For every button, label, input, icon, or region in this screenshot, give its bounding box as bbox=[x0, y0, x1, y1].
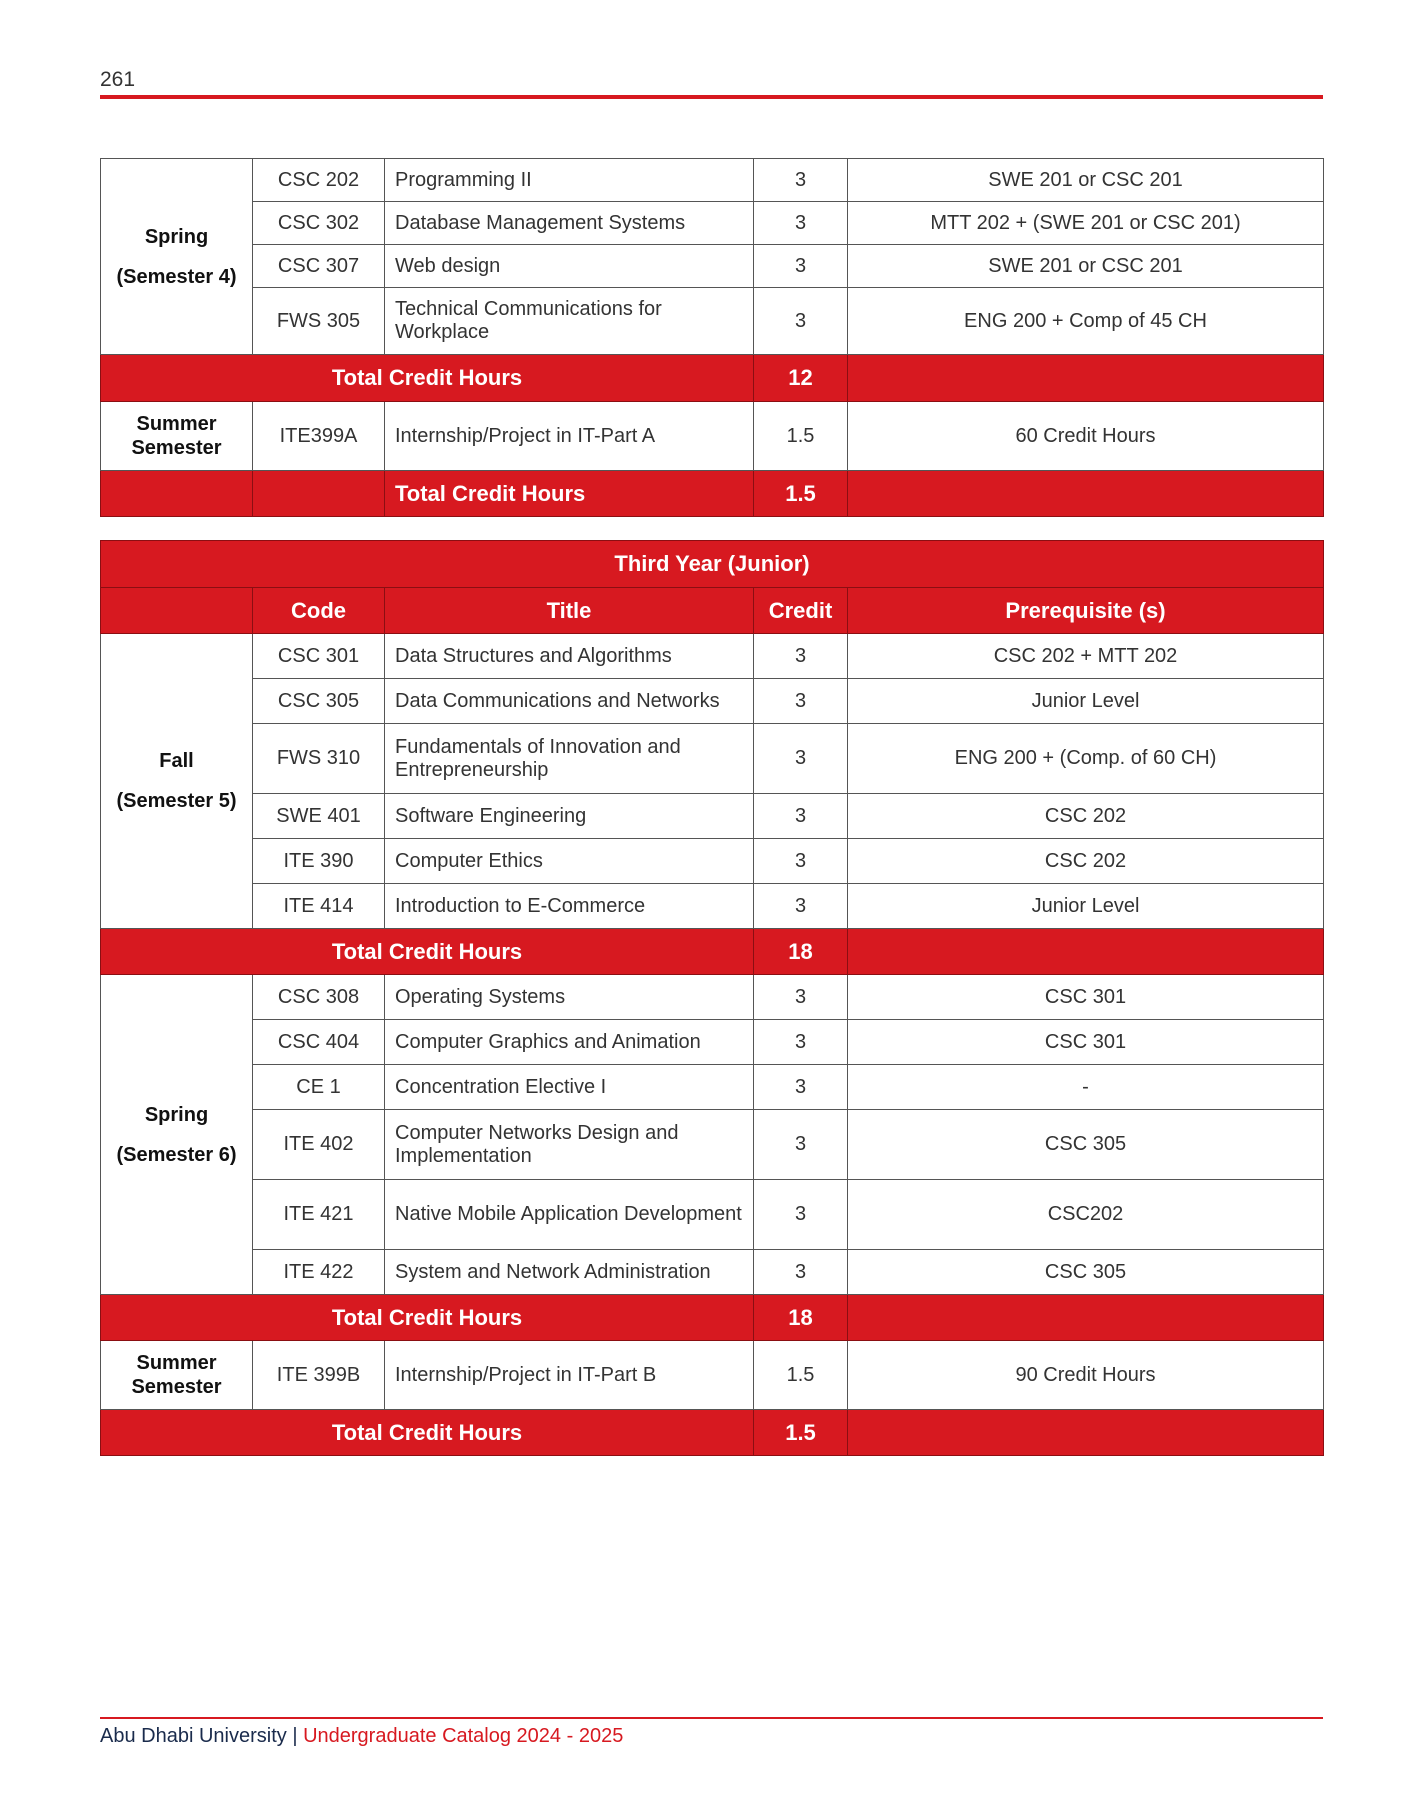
course-prereq: CSC 202 + MTT 202 bbox=[848, 634, 1324, 679]
course-prereq: 90 Credit Hours bbox=[848, 1341, 1324, 1410]
course-credit: 1.5 bbox=[754, 1341, 848, 1410]
course-title: Internship/Project in IT-Part A bbox=[385, 402, 754, 471]
total-label: Total Credit Hours bbox=[101, 1410, 754, 1456]
total-row bbox=[101, 1295, 1324, 1341]
footer-university: Abu Dhabi University bbox=[100, 1725, 287, 1747]
table-row bbox=[101, 1250, 1324, 1295]
semester-number: (Semester 6) bbox=[116, 1143, 237, 1166]
sophomore-continuation-table bbox=[100, 158, 1324, 517]
course-code: ITE 402 bbox=[253, 1110, 385, 1180]
course-title: Data Structures and Algorithms bbox=[385, 634, 754, 679]
header-blank bbox=[101, 588, 253, 634]
table-row bbox=[101, 288, 1324, 355]
course-credit: 3 bbox=[754, 1180, 848, 1250]
course-title: Computer Ethics bbox=[385, 839, 754, 884]
course-credit: 3 bbox=[754, 724, 848, 794]
course-code: CSC 302 bbox=[253, 202, 385, 245]
course-credit: 3 bbox=[754, 159, 848, 202]
course-prereq: CSC 202 bbox=[848, 839, 1324, 884]
table-row bbox=[101, 679, 1324, 724]
course-prereq: CSC 202 bbox=[848, 794, 1324, 839]
course-code: CSC 307 bbox=[253, 245, 385, 288]
total-blank bbox=[101, 471, 253, 517]
course-prereq: Junior Level bbox=[848, 679, 1324, 724]
footer bbox=[100, 1725, 623, 1748]
course-title: Operating Systems bbox=[385, 975, 754, 1020]
footer-catalog: Undergraduate Catalog 2024 - 2025 bbox=[303, 1725, 624, 1747]
course-credit: 3 bbox=[754, 1065, 848, 1110]
header-credit: Credit bbox=[754, 588, 848, 634]
semester-number: (Semester 5) bbox=[116, 790, 237, 812]
column-header-row bbox=[101, 588, 1324, 634]
table-row bbox=[101, 794, 1324, 839]
header-rule bbox=[100, 95, 1323, 99]
table-row bbox=[101, 884, 1324, 929]
course-prereq: SWE 201 or CSC 201 bbox=[848, 159, 1324, 202]
total-label: Total Credit Hours bbox=[385, 471, 754, 517]
total-row bbox=[101, 1410, 1324, 1456]
course-code: ITE 414 bbox=[253, 884, 385, 929]
course-code: CSC 202 bbox=[253, 159, 385, 202]
total-blank bbox=[848, 1295, 1324, 1341]
total-row bbox=[101, 355, 1324, 402]
semester-name: Spring bbox=[144, 225, 209, 248]
year-title-row bbox=[101, 541, 1324, 588]
course-prereq: ENG 200 + (Comp. of 60 CH) bbox=[848, 724, 1324, 794]
course-title: Data Communications and Networks bbox=[385, 679, 754, 724]
course-prereq: Junior Level bbox=[848, 884, 1324, 929]
course-credit: 3 bbox=[754, 1250, 848, 1295]
total-row bbox=[101, 471, 1324, 517]
course-title: Technical Communications for Workplace bbox=[385, 288, 754, 355]
table-row bbox=[101, 1110, 1324, 1180]
course-title: Web design bbox=[385, 245, 754, 288]
course-code: CSC 305 bbox=[253, 679, 385, 724]
total-label: Total Credit Hours bbox=[101, 355, 754, 402]
semester-name: Spring bbox=[144, 1103, 209, 1126]
table-row bbox=[101, 159, 1324, 202]
total-value: 18 bbox=[754, 1295, 848, 1341]
total-blank bbox=[253, 471, 385, 517]
total-blank bbox=[848, 355, 1324, 402]
course-prereq: CSC 301 bbox=[848, 975, 1324, 1020]
course-code: ITE 421 bbox=[253, 1180, 385, 1250]
table-row bbox=[101, 245, 1324, 288]
course-code: FWS 305 bbox=[253, 288, 385, 355]
course-title: Fundamentals of Innovation and Entrepreneurship bbox=[385, 724, 754, 794]
semester-label bbox=[101, 634, 253, 929]
course-code: CSC 301 bbox=[253, 634, 385, 679]
semester-label: Summer Semester bbox=[101, 402, 253, 471]
table-row bbox=[101, 1065, 1324, 1110]
course-credit: 3 bbox=[754, 884, 848, 929]
course-code: SWE 401 bbox=[253, 794, 385, 839]
total-value: 1.5 bbox=[754, 1410, 848, 1456]
total-row bbox=[101, 929, 1324, 975]
course-title: Concentration Elective I bbox=[385, 1065, 754, 1110]
course-prereq: MTT 202 + (SWE 201 or CSC 201) bbox=[848, 202, 1324, 245]
course-title: Introduction to E-Commerce bbox=[385, 884, 754, 929]
course-prereq: ENG 200 + Comp of 45 CH bbox=[848, 288, 1324, 355]
total-value: 12 bbox=[754, 355, 848, 402]
course-code: CE 1 bbox=[253, 1065, 385, 1110]
course-code: CSC 308 bbox=[253, 975, 385, 1020]
course-prereq: CSC 305 bbox=[848, 1110, 1324, 1180]
course-title: Software Engineering bbox=[385, 794, 754, 839]
total-label: Total Credit Hours bbox=[101, 929, 754, 975]
year-title: Third Year (Junior) bbox=[101, 541, 1324, 588]
header-code: Code bbox=[253, 588, 385, 634]
semester-label bbox=[101, 975, 253, 1295]
course-credit: 3 bbox=[754, 794, 848, 839]
course-title: Database Management Systems bbox=[385, 202, 754, 245]
course-code: ITE 399B bbox=[253, 1341, 385, 1410]
semester-label bbox=[101, 159, 253, 355]
semester-label: Summer Semester bbox=[101, 1341, 253, 1410]
footer-rule bbox=[100, 1717, 1323, 1719]
course-credit: 3 bbox=[754, 839, 848, 884]
table-row bbox=[101, 839, 1324, 884]
total-value: 18 bbox=[754, 929, 848, 975]
course-title: Internship/Project in IT-Part B bbox=[385, 1341, 754, 1410]
total-label: Total Credit Hours bbox=[101, 1295, 754, 1341]
semester-number: (Semester 4) bbox=[116, 265, 237, 288]
table-row bbox=[101, 402, 1324, 471]
junior-year-table bbox=[100, 540, 1324, 1456]
course-credit: 3 bbox=[754, 679, 848, 724]
course-prereq: CSC 305 bbox=[848, 1250, 1324, 1295]
table-row bbox=[101, 724, 1324, 794]
course-code: CSC 404 bbox=[253, 1020, 385, 1065]
course-credit: 3 bbox=[754, 634, 848, 679]
course-code: FWS 310 bbox=[253, 724, 385, 794]
course-title: Computer Networks Design and Implementation bbox=[385, 1110, 754, 1180]
header-title: Title bbox=[385, 588, 754, 634]
course-prereq: CSC 301 bbox=[848, 1020, 1324, 1065]
course-title: Computer Graphics and Animation bbox=[385, 1020, 754, 1065]
course-prereq: CSC202 bbox=[848, 1180, 1324, 1250]
course-credit: 3 bbox=[754, 1020, 848, 1065]
course-credit: 3 bbox=[754, 245, 848, 288]
course-prereq: - bbox=[848, 1065, 1324, 1110]
table-row bbox=[101, 975, 1324, 1020]
table-row bbox=[101, 1180, 1324, 1250]
table-row bbox=[101, 202, 1324, 245]
footer-separator: | bbox=[292, 1725, 298, 1747]
course-prereq: SWE 201 or CSC 201 bbox=[848, 245, 1324, 288]
course-credit: 3 bbox=[754, 975, 848, 1020]
total-blank bbox=[848, 1410, 1324, 1456]
course-title: Native Mobile Application Development bbox=[385, 1180, 754, 1250]
course-title: System and Network Administration bbox=[385, 1250, 754, 1295]
course-credit: 3 bbox=[754, 1110, 848, 1180]
total-blank bbox=[848, 929, 1324, 975]
course-code: ITE399A bbox=[253, 402, 385, 471]
course-code: ITE 390 bbox=[253, 839, 385, 884]
header-prereq: Prerequisite (s) bbox=[848, 588, 1324, 634]
page-number: 261 bbox=[100, 68, 136, 91]
table-row bbox=[101, 1020, 1324, 1065]
table-row bbox=[101, 1341, 1324, 1410]
course-credit: 1.5 bbox=[754, 402, 848, 471]
course-code: ITE 422 bbox=[253, 1250, 385, 1295]
semester-name: Fall bbox=[159, 750, 194, 772]
course-title: Programming II bbox=[385, 159, 754, 202]
table-row bbox=[101, 634, 1324, 679]
course-credit: 3 bbox=[754, 288, 848, 355]
total-value: 1.5 bbox=[754, 471, 848, 517]
total-blank bbox=[848, 471, 1324, 517]
course-credit: 3 bbox=[754, 202, 848, 245]
course-prereq: 60 Credit Hours bbox=[848, 402, 1324, 471]
